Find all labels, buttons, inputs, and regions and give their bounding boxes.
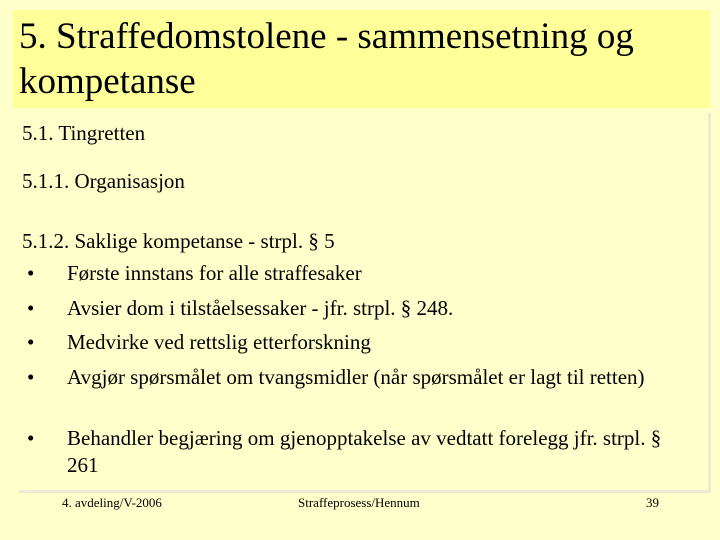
section-heading-kompetanse: 5.1.2. Saklige kompetanse - strpl. § 5 bbox=[22, 229, 335, 253]
footer-center: Straffeprosess/Hennum bbox=[298, 495, 420, 510]
bullet-icon: • bbox=[27, 365, 35, 389]
section-heading-tingretten: 5.1. Tingretten bbox=[22, 121, 146, 145]
slide-title: 5. Straffedomstolene - sammensetning og kompetanse bbox=[19, 16, 634, 102]
title-box bbox=[13, 10, 710, 108]
bullet-icon: • bbox=[27, 296, 35, 320]
section-heading-organisasjon: 5.1.1. Organisasjon bbox=[22, 169, 185, 193]
bullet-icon: • bbox=[27, 261, 35, 285]
list-item-text: Medvirke ved rettslig etterforskning bbox=[67, 330, 371, 354]
bullet-icon: • bbox=[27, 426, 35, 450]
footer-left: 4. avdeling/V-2006 bbox=[62, 495, 162, 510]
list-item-text: Avsier dom i tilståelsessaker - jfr. strpl. § 248. bbox=[67, 296, 454, 320]
bullet-icon: • bbox=[27, 330, 35, 354]
list-item-text: Første innstans for alle straffesaker bbox=[67, 261, 362, 285]
list-item-text: Avgjør spørsmålet om tvangsmidler (når spørsmålet er lagt til retten) bbox=[67, 365, 645, 389]
content-box bbox=[16, 110, 708, 490]
page-number: 39 bbox=[646, 495, 659, 510]
list-item-text: Behandler begjæring om gjenopptakelse av vedtatt forelegg jfr. strpl. § 261 bbox=[67, 426, 662, 477]
